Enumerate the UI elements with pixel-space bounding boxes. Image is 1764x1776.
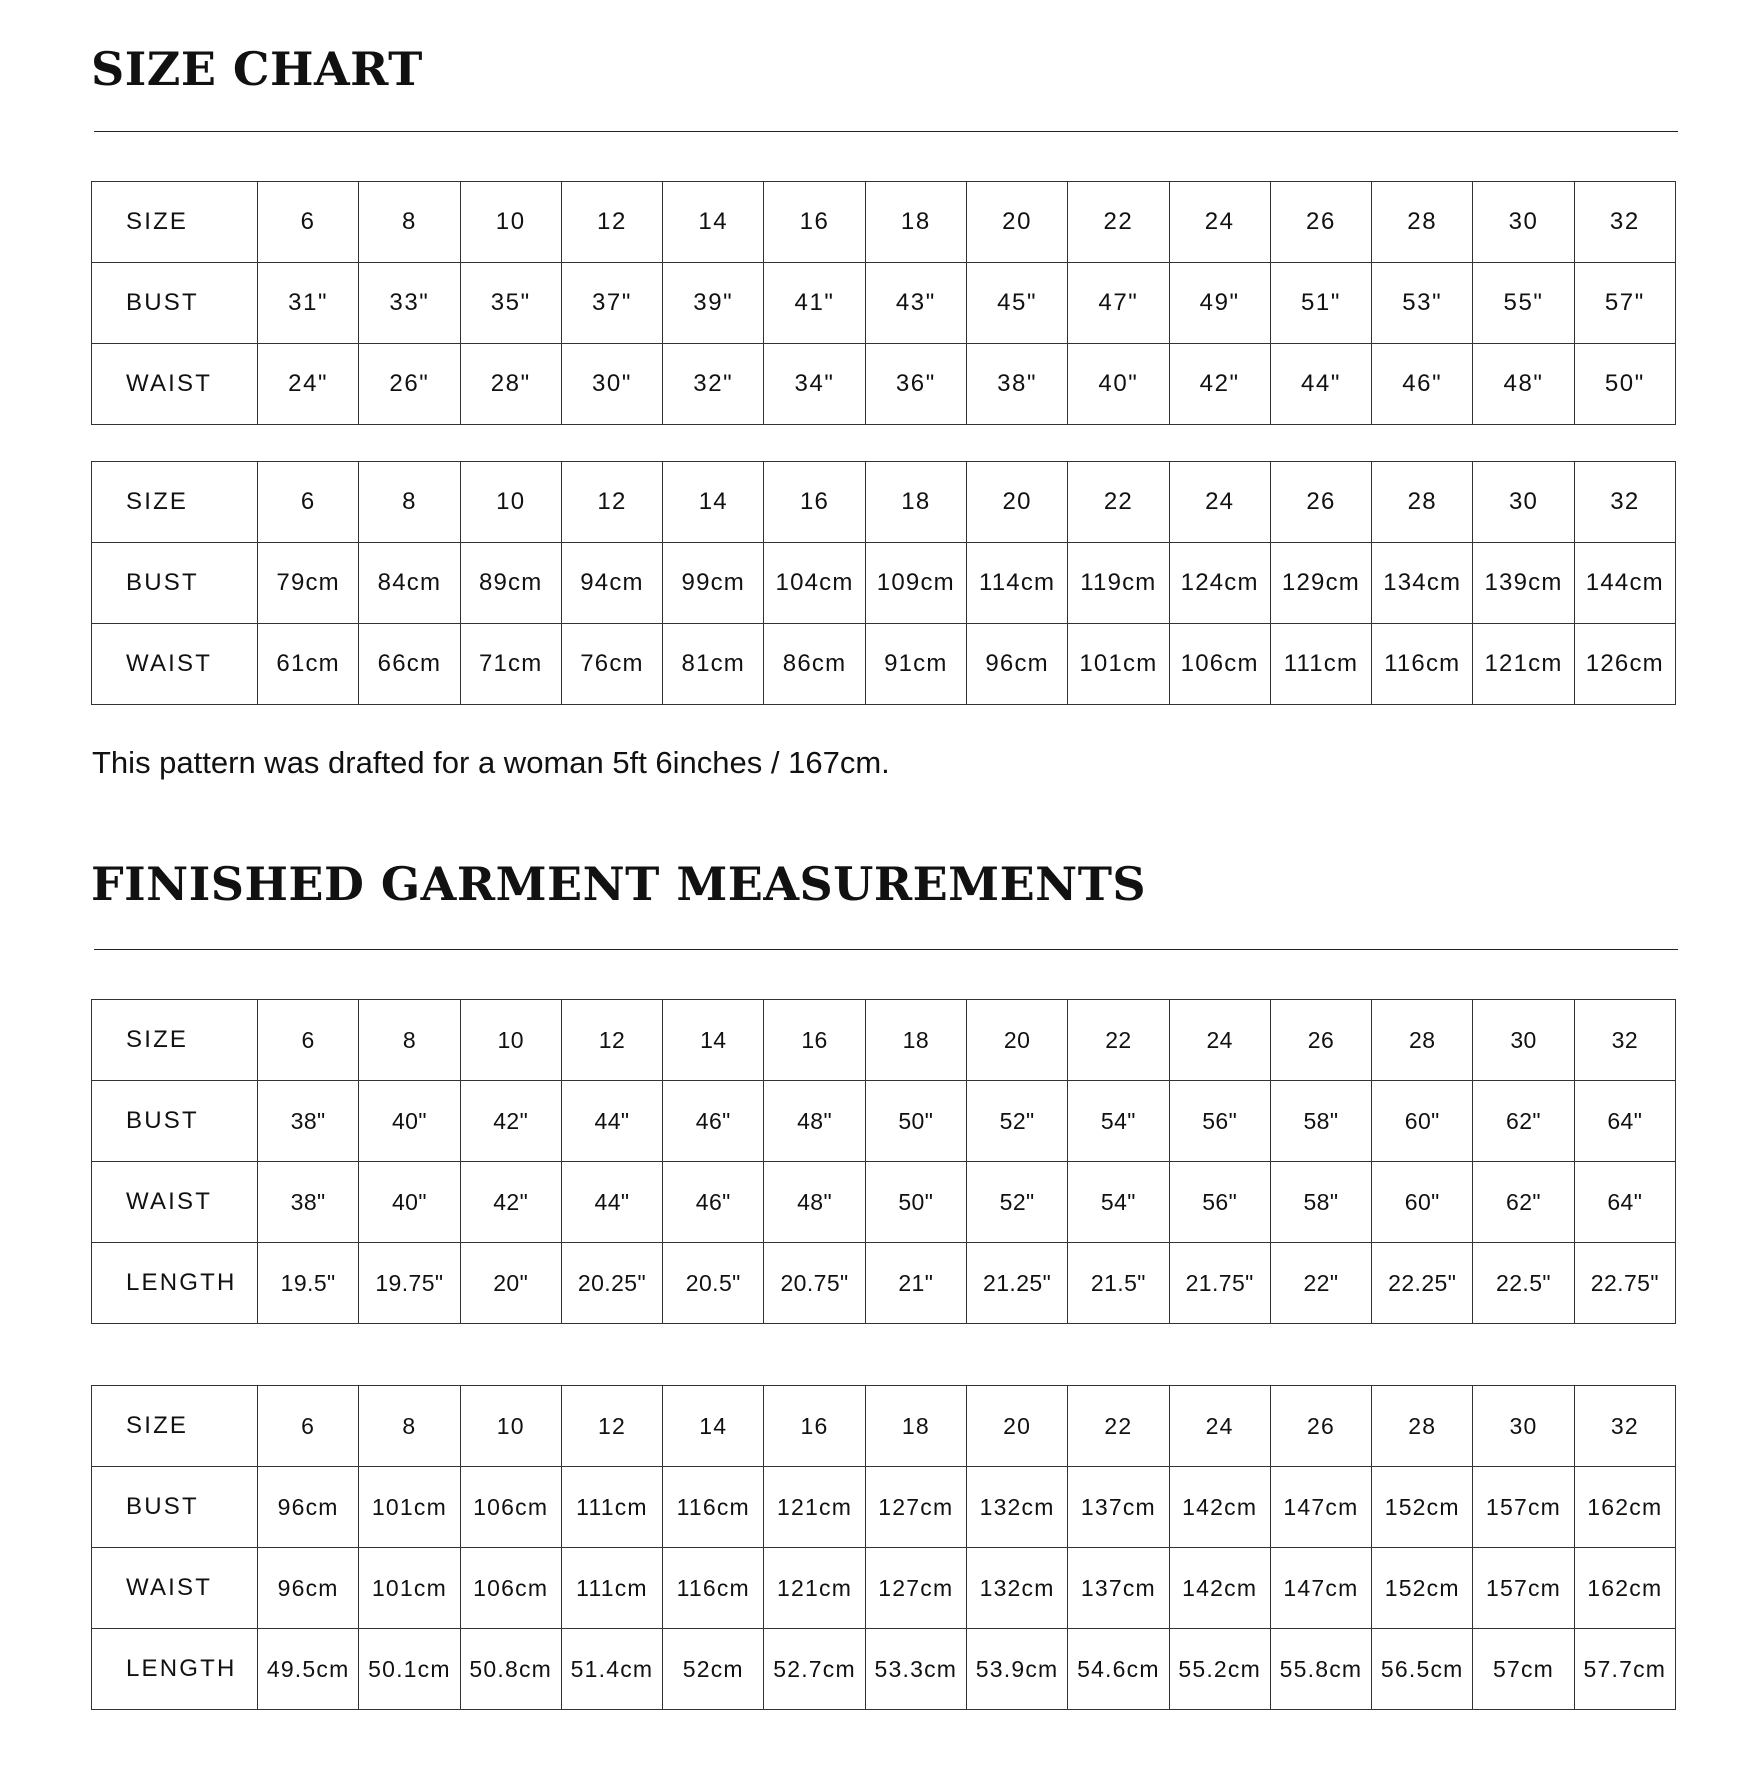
size-chart-title: SIZE CHART [91,42,423,96]
waist-cell: 26" [359,344,460,425]
size-cell: 8 [359,1000,460,1081]
waist-cell: 50" [865,1162,966,1243]
waist-cell: 106cm [460,1548,561,1629]
row-label-waist: WAIST [92,1548,258,1629]
bust-cell: 139cm [1473,543,1574,624]
waist-cell: 62" [1473,1162,1574,1243]
bust-cell: 101cm [359,1467,460,1548]
length-cell: 22" [1270,1243,1371,1324]
finished-garment-cm-table [91,1385,1676,1710]
size-cell: 28 [1372,1386,1473,1467]
bust-cell: 35" [460,263,561,344]
waist-cell: 137cm [1068,1548,1169,1629]
size-cell: 20 [966,462,1067,543]
waist-cell: 64" [1574,1162,1675,1243]
bust-cell: 62" [1473,1081,1574,1162]
size-cell: 14 [663,462,764,543]
table-row-size [92,182,1676,263]
table-row-bust [92,263,1676,344]
length-cell: 19.5" [258,1243,359,1324]
row-label-waist: WAIST [92,1162,258,1243]
table-row-waist [92,624,1676,705]
size-cell: 18 [865,182,966,263]
bust-cell: 132cm [966,1467,1067,1548]
size-cell: 22 [1068,462,1169,543]
length-cell: 56.5cm [1372,1629,1473,1710]
bust-cell: 45" [966,263,1067,344]
length-cell: 52.7cm [764,1629,865,1710]
row-label-size: SIZE [92,1000,258,1081]
waist-cell: 58" [1270,1162,1371,1243]
size-cell: 30 [1473,462,1574,543]
waist-cell: 101cm [359,1548,460,1629]
size-cell: 32 [1574,182,1675,263]
bust-cell: 38" [258,1081,359,1162]
waist-cell: 147cm [1270,1548,1371,1629]
table-row-length [92,1629,1676,1710]
row-label-bust: BUST [92,263,258,344]
size-cell: 32 [1574,1000,1675,1081]
size-cell: 10 [460,182,561,263]
size-chart-cm-table [91,461,1676,705]
bust-cell: 39" [663,263,764,344]
length-cell: 57.7cm [1574,1629,1675,1710]
length-cell: 20" [460,1243,561,1324]
waist-cell: 86cm [764,624,865,705]
row-label-bust: BUST [92,1467,258,1548]
table-row-length [92,1243,1676,1324]
waist-cell: 121cm [1473,624,1574,705]
bust-cell: 116cm [663,1467,764,1548]
table-row-bust [92,543,1676,624]
bust-cell: 53" [1372,263,1473,344]
waist-cell: 36" [865,344,966,425]
waist-cell: 152cm [1372,1548,1473,1629]
row-label-length: LENGTH [92,1243,258,1324]
bust-cell: 55" [1473,263,1574,344]
waist-cell: 111cm [1270,624,1371,705]
size-cell: 28 [1372,182,1473,263]
waist-cell: 61cm [258,624,359,705]
size-cell: 12 [561,182,662,263]
bust-cell: 89cm [460,543,561,624]
size-cell: 26 [1270,462,1371,543]
bust-cell: 152cm [1372,1467,1473,1548]
size-cell: 12 [561,1000,662,1081]
size-cell: 26 [1270,1386,1371,1467]
length-cell: 19.75" [359,1243,460,1324]
bust-cell: 51" [1270,263,1371,344]
bust-cell: 111cm [561,1467,662,1548]
length-cell: 22.5" [1473,1243,1574,1324]
waist-cell: 111cm [561,1548,662,1629]
size-cell: 32 [1574,1386,1675,1467]
waist-cell: 157cm [1473,1548,1574,1629]
bust-cell: 119cm [1068,543,1169,624]
size-cell: 12 [561,1386,662,1467]
bust-cell: 99cm [663,543,764,624]
size-cell: 26 [1270,182,1371,263]
bust-cell: 109cm [865,543,966,624]
table-row-size [92,1386,1676,1467]
bust-cell: 33" [359,263,460,344]
size-cell: 6 [258,182,359,263]
waist-cell: 162cm [1574,1548,1675,1629]
waist-cell: 48" [1473,344,1574,425]
length-cell: 20.75" [764,1243,865,1324]
size-chart-inches-table [91,181,1676,425]
waist-cell: 42" [1169,344,1270,425]
size-cell: 10 [460,1000,561,1081]
size-cell: 30 [1473,182,1574,263]
row-label-length: LENGTH [92,1629,258,1710]
size-cell: 16 [764,182,865,263]
bust-cell: 64" [1574,1081,1675,1162]
length-cell: 50.8cm [460,1629,561,1710]
waist-cell: 121cm [764,1548,865,1629]
bust-cell: 50" [865,1081,966,1162]
length-cell: 50.1cm [359,1629,460,1710]
waist-cell: 132cm [966,1548,1067,1629]
bust-cell: 137cm [1068,1467,1169,1548]
waist-cell: 81cm [663,624,764,705]
length-cell: 49.5cm [258,1629,359,1710]
size-cell: 22 [1068,182,1169,263]
bust-cell: 162cm [1574,1467,1675,1548]
row-label-bust: BUST [92,543,258,624]
waist-cell: 127cm [865,1548,966,1629]
size-chart-divider [94,131,1678,132]
bust-cell: 58" [1270,1081,1371,1162]
length-cell: 54.6cm [1068,1629,1169,1710]
table-row-waist [92,1162,1676,1243]
size-cell: 24 [1169,1000,1270,1081]
waist-cell: 96cm [258,1548,359,1629]
waist-cell: 66cm [359,624,460,705]
size-cell: 6 [258,1000,359,1081]
size-cell: 8 [359,462,460,543]
waist-cell: 142cm [1169,1548,1270,1629]
waist-cell: 91cm [865,624,966,705]
waist-cell: 46" [663,1162,764,1243]
finished-garment-inches-table [91,999,1676,1324]
bust-cell: 121cm [764,1467,865,1548]
bust-cell: 57" [1574,263,1675,344]
bust-cell: 49" [1169,263,1270,344]
bust-cell: 41" [764,263,865,344]
length-cell: 20.25" [561,1243,662,1324]
bust-cell: 60" [1372,1081,1473,1162]
size-cell: 22 [1068,1000,1169,1081]
waist-cell: 24" [258,344,359,425]
row-label-size: SIZE [92,1386,258,1467]
waist-cell: 48" [764,1162,865,1243]
size-cell: 26 [1270,1000,1371,1081]
bust-cell: 37" [561,263,662,344]
waist-cell: 76cm [561,624,662,705]
bust-cell: 142cm [1169,1467,1270,1548]
size-cell: 24 [1169,462,1270,543]
waist-cell: 50" [1574,344,1675,425]
waist-cell: 60" [1372,1162,1473,1243]
table-row-size [92,462,1676,543]
waist-cell: 56" [1169,1162,1270,1243]
bust-cell: 79cm [258,543,359,624]
size-cell: 12 [561,462,662,543]
bust-cell: 43" [865,263,966,344]
waist-cell: 30" [561,344,662,425]
length-cell: 53.9cm [966,1629,1067,1710]
waist-cell: 52" [966,1162,1067,1243]
size-cell: 16 [764,1386,865,1467]
bust-cell: 54" [1068,1081,1169,1162]
bust-cell: 134cm [1372,543,1473,624]
waist-cell: 34" [764,344,865,425]
length-cell: 55.8cm [1270,1629,1371,1710]
size-cell: 20 [966,182,1067,263]
waist-cell: 71cm [460,624,561,705]
row-label-bust: BUST [92,1081,258,1162]
size-cell: 18 [865,462,966,543]
bust-cell: 42" [460,1081,561,1162]
finished-garment-divider [94,949,1678,950]
table-row-bust [92,1081,1676,1162]
table-row-bust [92,1467,1676,1548]
size-cell: 24 [1169,182,1270,263]
waist-cell: 44" [1270,344,1371,425]
bust-cell: 104cm [764,543,865,624]
bust-cell: 56" [1169,1081,1270,1162]
bust-cell: 44" [561,1081,662,1162]
bust-cell: 52" [966,1081,1067,1162]
waist-cell: 106cm [1169,624,1270,705]
size-cell: 18 [865,1000,966,1081]
size-cell: 6 [258,1386,359,1467]
bust-cell: 157cm [1473,1467,1574,1548]
bust-cell: 40" [359,1081,460,1162]
waist-cell: 28" [460,344,561,425]
pattern-height-note: This pattern was drafted for a woman 5ft 6inches / 167cm. [92,745,890,780]
length-cell: 21.25" [966,1243,1067,1324]
length-cell: 22.75" [1574,1243,1675,1324]
waist-cell: 40" [1068,344,1169,425]
waist-cell: 116cm [663,1548,764,1629]
size-cell: 10 [460,1386,561,1467]
size-cell: 20 [966,1386,1067,1467]
size-cell: 8 [359,1386,460,1467]
bust-cell: 129cm [1270,543,1371,624]
size-cell: 28 [1372,1000,1473,1081]
length-cell: 51.4cm [561,1629,662,1710]
size-cell: 16 [764,1000,865,1081]
bust-cell: 48" [764,1081,865,1162]
size-cell: 30 [1473,1000,1574,1081]
length-cell: 21.5" [1068,1243,1169,1324]
waist-cell: 40" [359,1162,460,1243]
bust-cell: 31" [258,263,359,344]
waist-cell: 32" [663,344,764,425]
bust-cell: 84cm [359,543,460,624]
bust-cell: 114cm [966,543,1067,624]
bust-cell: 127cm [865,1467,966,1548]
length-cell: 21.75" [1169,1243,1270,1324]
size-cell: 30 [1473,1386,1574,1467]
size-cell: 22 [1068,1386,1169,1467]
bust-cell: 106cm [460,1467,561,1548]
length-cell: 20.5" [663,1243,764,1324]
waist-cell: 96cm [966,624,1067,705]
length-cell: 52cm [663,1629,764,1710]
size-cell: 14 [663,182,764,263]
waist-cell: 38" [966,344,1067,425]
bust-cell: 124cm [1169,543,1270,624]
size-cell: 8 [359,182,460,263]
row-label-waist: WAIST [92,344,258,425]
bust-cell: 47" [1068,263,1169,344]
row-label-size: SIZE [92,462,258,543]
size-cell: 18 [865,1386,966,1467]
table-row-size [92,1000,1676,1081]
size-cell: 14 [663,1000,764,1081]
waist-cell: 44" [561,1162,662,1243]
length-cell: 53.3cm [865,1629,966,1710]
waist-cell: 126cm [1574,624,1675,705]
waist-cell: 38" [258,1162,359,1243]
row-label-waist: WAIST [92,624,258,705]
waist-cell: 116cm [1372,624,1473,705]
table-row-waist [92,344,1676,425]
waist-cell: 54" [1068,1162,1169,1243]
bust-cell: 94cm [561,543,662,624]
bust-cell: 147cm [1270,1467,1371,1548]
waist-cell: 46" [1372,344,1473,425]
size-cell: 32 [1574,462,1675,543]
length-cell: 57cm [1473,1629,1574,1710]
bust-cell: 144cm [1574,543,1675,624]
length-cell: 22.25" [1372,1243,1473,1324]
length-cell: 55.2cm [1169,1629,1270,1710]
table-row-waist [92,1548,1676,1629]
bust-cell: 46" [663,1081,764,1162]
row-label-size: SIZE [92,182,258,263]
size-cell: 14 [663,1386,764,1467]
length-cell: 21" [865,1243,966,1324]
finished-garment-title: FINISHED GARMENT MEASUREMENTS [91,857,1147,911]
bust-cell: 96cm [258,1467,359,1548]
size-cell: 10 [460,462,561,543]
waist-cell: 101cm [1068,624,1169,705]
waist-cell: 42" [460,1162,561,1243]
size-cell: 16 [764,462,865,543]
size-cell: 6 [258,462,359,543]
size-cell: 24 [1169,1386,1270,1467]
size-cell: 28 [1372,462,1473,543]
size-cell: 20 [966,1000,1067,1081]
